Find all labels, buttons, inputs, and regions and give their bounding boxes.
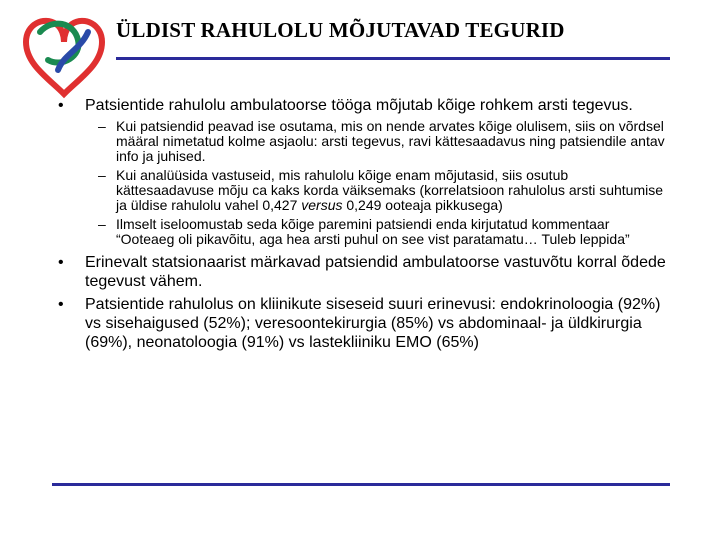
bullet-2 xyxy=(58,253,668,291)
sub-bullet-text-part: 0,249 ooteaja pikkusega) xyxy=(342,197,503,213)
bullet-mark: • xyxy=(58,296,64,313)
title-divider xyxy=(116,57,670,60)
bullet-1-sublist xyxy=(58,119,668,247)
dash-mark: – xyxy=(98,216,106,232)
bullet-text: Erinevalt statsionaarist märkavad patsiendid ambulatoorse vastuvõtu korral õdede tegevust vähem. xyxy=(85,254,666,290)
sub-bullet-1 xyxy=(58,119,668,164)
slide-body xyxy=(58,96,668,356)
sub-bullet-text: Kui patsiendid peavad ise osutama, mis on nende arvates kõige olulisem, siis on võrdsel määral nimetatud kolme asjaolu: arsti tegevus, ravi kättesaadavus ning patsiendile antav info ja juhised. xyxy=(116,118,665,164)
footer-divider xyxy=(52,483,670,486)
sub-bullet-text xyxy=(116,167,663,213)
bullet-mark: • xyxy=(58,97,64,114)
sub-bullet-text: Ilmselt iseloomustab seda kõige paremini patsiendi enda kirjutatud kommentaar “Ooteaeg oli pikavõitu, aga hea arsti puhul on see vist paratamatu… Tuleb leppida” xyxy=(116,216,630,247)
logo xyxy=(18,8,110,100)
dash-mark: – xyxy=(98,167,106,183)
bullet-3 xyxy=(58,295,668,352)
slide-title: ÜLDIST RAHULOLU MÕJUTAVAD TEGURID xyxy=(116,18,565,42)
bullet-1 xyxy=(58,96,668,115)
sub-bullet-2 xyxy=(58,168,668,213)
sub-bullet-3 xyxy=(58,217,668,247)
sub-bullet-text-part: Kui analüüsida vastuseid, mis rahulolu kõige enam mõjutasid, siis osutub kättesaadavuse mõju ca kaks korda väiksemaks (korrelatsioon rahulolus arsti suhtumise ja üldise rahulolu vahel 0,427 xyxy=(116,167,664,213)
bullet-text: Patsientide rahulolus on kliinikute siseseid suuri erinevusi: endokrinoloogia (92%) vs sisehaigused (52%); veresoontekirurgia (85%) vs abdominaal- ja üldkirurgia (69%), neonatoloogia (91%) vs lastekliiniku EMO (65%) xyxy=(85,296,661,351)
sub-bullet-italic: versus xyxy=(301,197,343,213)
bullet-mark: • xyxy=(58,254,64,271)
bullet-text: Patsientide rahulolu ambulatoorse tööga mõjutab kõige rohkem arsti tegevus. xyxy=(85,97,633,114)
dash-mark: – xyxy=(98,118,106,134)
